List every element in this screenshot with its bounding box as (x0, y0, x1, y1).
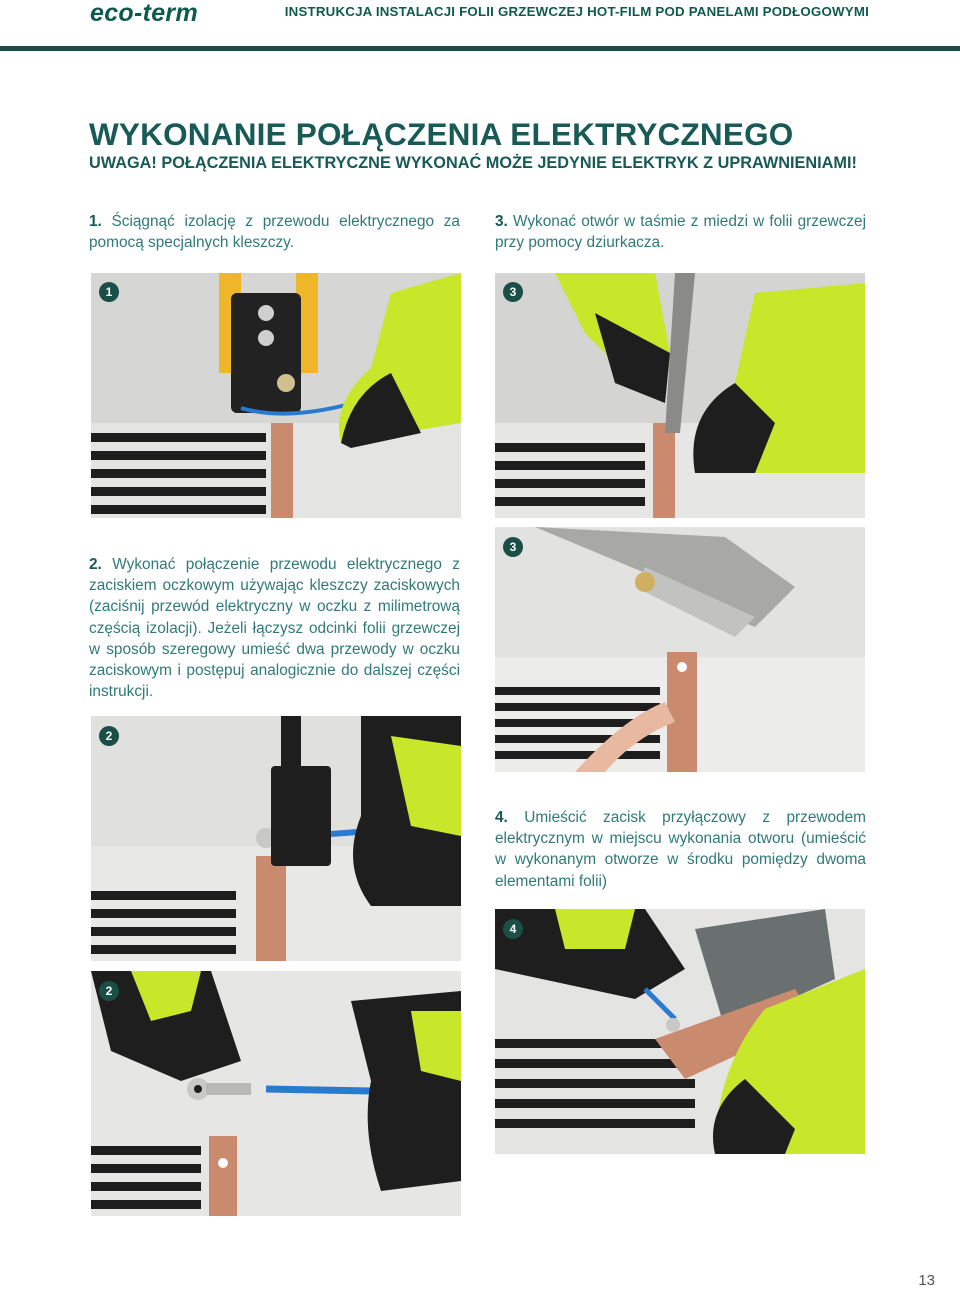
step-1-text (89, 211, 460, 253)
step-3-text (495, 211, 866, 253)
step-2-number: 2. (89, 556, 102, 573)
page-header (0, 0, 960, 50)
step-1-number: 1. (89, 213, 102, 230)
photo-wire-stripping (91, 273, 461, 518)
step-2-text (89, 554, 460, 702)
warning-text: UWAGA! POŁĄCZENIA ELEKTRYCZNE WYKONAĆ MOŻE JEDYNIE ELEKTRYK Z UPRAWNIENIAMI! (89, 154, 857, 172)
step-badge-2a: 2 (99, 726, 119, 746)
header-title: INSTRUKCJA INSTALACJI FOLII GRZEWCZEJ HOT-FILM POD PANELAMI PODŁOGOWYMI (284, 4, 869, 19)
header-divider (0, 46, 960, 51)
page-title: WYKONANIE POŁĄCZENIA ELEKTRYCZNEGO (89, 116, 794, 152)
step-badge-2b: 2 (99, 981, 119, 1001)
photo-punching-hole (495, 273, 865, 518)
step-badge-3a: 3 (503, 282, 523, 302)
photo-ring-terminal-and-wire (91, 971, 461, 1216)
step-badge-1: 1 (99, 282, 119, 302)
step-badge-3b: 3 (503, 537, 523, 557)
step-4-number: 4. (495, 809, 508, 826)
step-1-description: Ściągnąć izolację z przewodu elektrycznego za pomocą specjalnych kleszczy. (89, 213, 460, 252)
step-4-description: Umieścić zacisk przyłączowy z przewodem elektrycznym w miejscu wykonania otworu (umieścić w wykonanym otworze w środku pomiędzy dwoma elementami folii) (495, 809, 866, 890)
step-badge-4: 4 (503, 919, 523, 939)
photo-placing-terminal (495, 909, 865, 1154)
page-number: 13 (918, 1272, 935, 1289)
step-3-number: 3. (495, 213, 508, 230)
step-2-description: Wykonać połączenie przewodu elektrycznego z zaciskiem oczkowym używając kleszczy zaciskowych (zaciśnij przewód elektryczny w oczku z milimetrową częścią izolacji). Jeżeli łączysz odcinki folii grzewczej w sposób szeregowy umieść dwa przewody w oczku zaciskowym i postępuj analogicznie do dalszej części instrukcji. (89, 556, 460, 701)
step-3-description: Wykonać otwór w taśmie z miedzi w folii grzewczej przy pomocy dziurkacza. (495, 213, 866, 252)
step-4-text (495, 807, 866, 892)
photo-punched-copper-strip (495, 527, 865, 772)
photo-crimping-terminal (91, 716, 461, 961)
brand-logo: eco-term (90, 0, 198, 27)
